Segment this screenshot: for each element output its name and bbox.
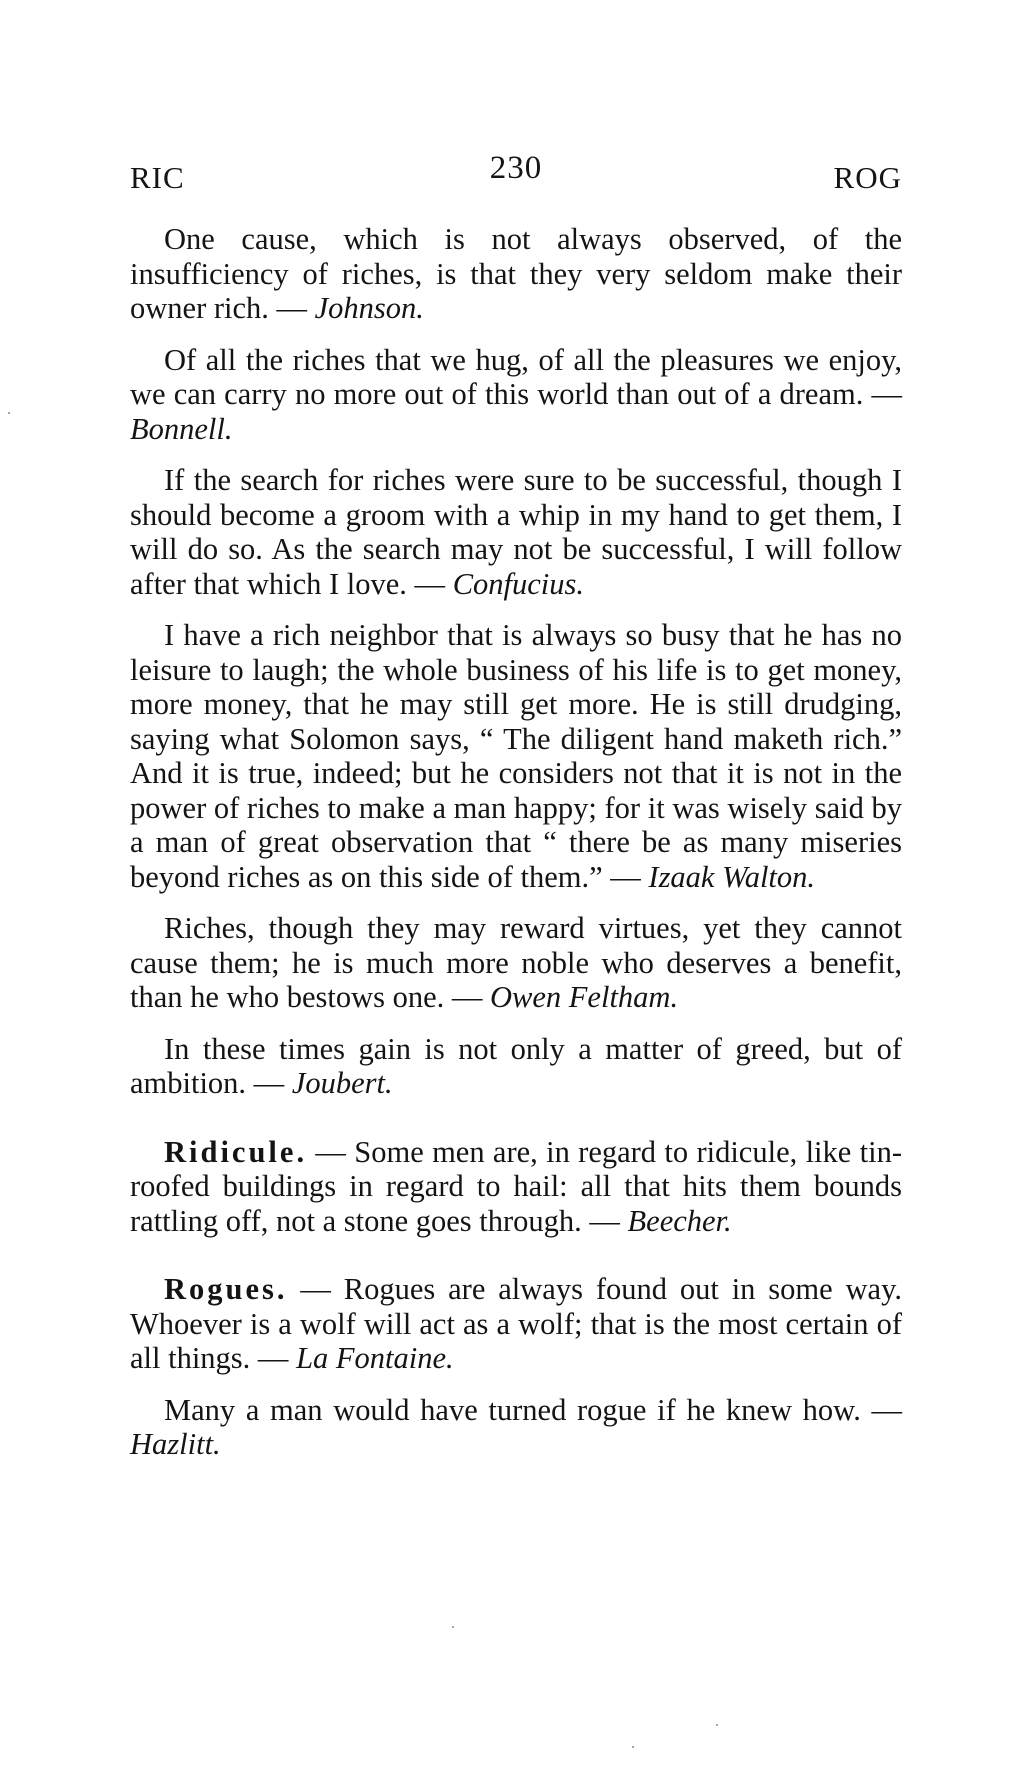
topic-heading: Rogues. [164, 1272, 288, 1306]
quotation-author: Beecher. [627, 1203, 732, 1238]
topic-heading: Ridicule. [164, 1134, 308, 1169]
quotation-author: La Fontaine. [296, 1341, 454, 1375]
print-speck [632, 1746, 634, 1748]
quotation-author: Owen Feltham. [490, 980, 679, 1014]
quotation-author: Confucius. [452, 566, 585, 601]
quotation-text: Many a man would have turned rogue if he knew how. — [164, 1392, 902, 1427]
print-speck [716, 1724, 718, 1726]
quotation-paragraph [130, 463, 902, 601]
quotation-text: I have a rich neighbor that is always so busy that he has no leisure to laugh; the whole business of his life is to get money, more money, that he may still get more. He is still drudging, saying what Solomon says, “ The diligent hand maketh rich.” And it is true, indeed; but he considers not that it is not in the power of riches to make a man happy; for it was wisely said by a man of great observation that “ there be as many miseries beyond riches as on this side of them.” — [130, 618, 902, 894]
quotation-paragraph [130, 1032, 902, 1101]
header-left-guide-word: RIC [130, 160, 185, 195]
quotation-text: — Rogues are always found out in some way. Whoever is a wolf will act as a wolf; that is the most certain of all things. — [130, 1272, 902, 1375]
quotation-author: Izaak Walton. [648, 859, 816, 894]
quotation-author: Joubert. [291, 1066, 393, 1100]
quotation-author: Hazlitt. [130, 1427, 221, 1461]
quotation-text: If the search for riches were sure to be successful, though I should become a groom with a whip in my hand to get them, I will do so. As the search may not be successful, I will follow after that which I love. — [130, 463, 902, 601]
quotation-paragraph [130, 1393, 902, 1462]
quotation-text: One cause, which is not always observed, of the insufficiency of riches, is that they very seldom make their owner rich. — [130, 222, 902, 325]
quotation-text: Of all the riches that we hug, of all the pleasures we enjoy, we can carry no more out of this world than out of a dream. — [130, 342, 902, 411]
print-speck [452, 1626, 454, 1628]
quotation-text: Riches, though they may reward virtues, yet they cannot cause them; he is much more noble who deserves a benefit, than he who bestows one. — [130, 911, 902, 1014]
running-head [130, 150, 902, 200]
quotation-paragraph [130, 222, 902, 326]
quotation-text: — Some men are, in regard to ridicule, like tin-roofed buildings in regard to hail: all that hits them bounds rattling off, not a stone goes through. — [130, 1134, 902, 1238]
quotation-text: In these times gain is not only a matter of greed, but of ambition. — [130, 1031, 902, 1100]
quotation-paragraph [130, 618, 902, 894]
quotation-author: Johnson. [314, 291, 424, 325]
topic-entry-ridicule [130, 1135, 902, 1239]
quotation-author: Bonnell. [130, 411, 233, 446]
topic-entry-rogues [130, 1272, 902, 1376]
print-speck [8, 412, 10, 414]
quotation-paragraph [130, 911, 902, 1015]
page-number: 230 [489, 150, 543, 186]
quotation-paragraph [130, 343, 902, 447]
quotation-body [130, 222, 902, 1462]
header-right-guide-word: ROG [833, 160, 902, 195]
